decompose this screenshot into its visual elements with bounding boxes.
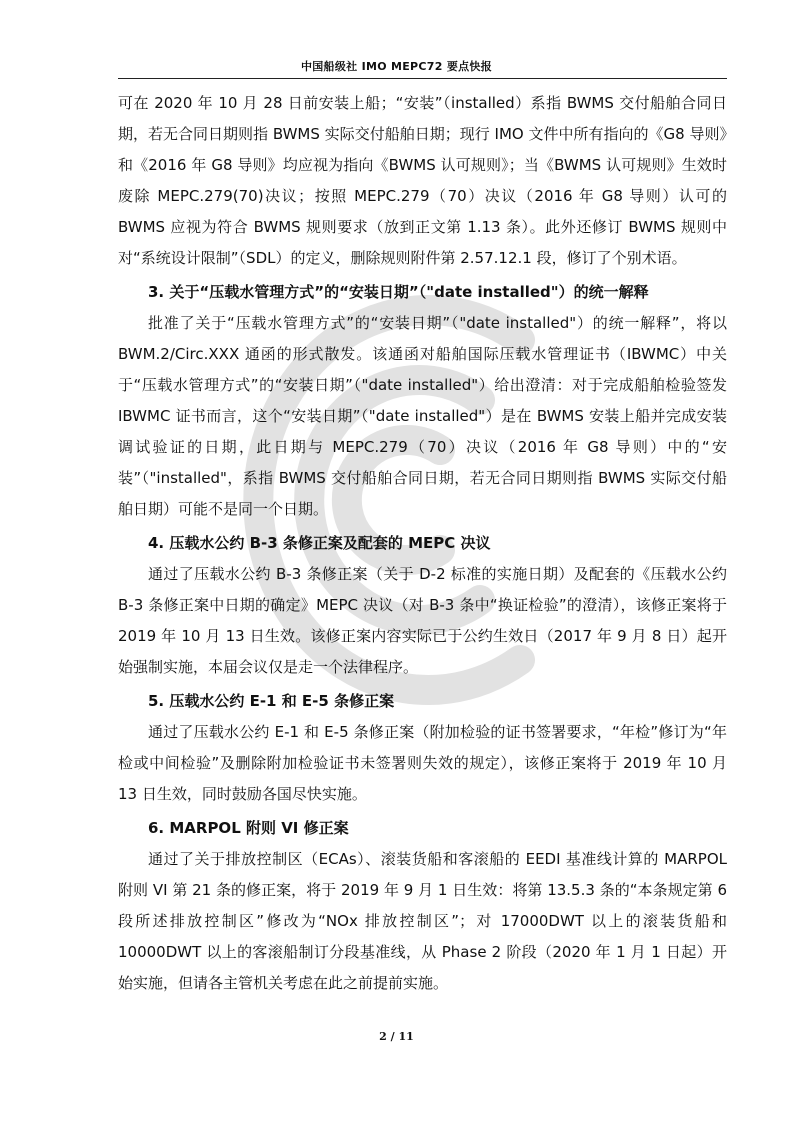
section-paragraph-6: 通过了关于排放控制区（ECAs）、滚装货船和客滚船的 EEDI 基准线计算的 MARPOL 附则 VI 第 21 条的修正案，将于 2019 年 9 月 1 日生效：将第 13.5.3 条的“本条规定第 6 段所述排放控制区”修改为“NOx 排放控制区”；对 17000DWT 以上的滚装货船和 10000DWT 以上的客滚船制订分段基准线，从 Phase 2 阶段（2020 年 1 月 1 日起）开始实施，但请各主管机关考虑在此之前提前实施。: [118, 850, 727, 992]
page-number: 2 / 11: [379, 1030, 414, 1043]
section-paragraph-3: 批准了关于“压载水管理方式”的“安装日期”（"date installed"）的统一解释”，将以 BWM.2/Circ.XXX 通函的形式散发。该通函对船舶国际压载水管理证书（IBWMC）中关于“压载水管理方式”的“安装日期”（"date installed"）给出澄清：对于完成船舶检验签发 IBWMC 证书而言，这个“安装日期”（"date installed"）是在 BWMS 安装上船并完成安装调试验证的日期，此日期与 MEPC.279（70）决议（2016 年 G8 导则）中的“安装”（"installed"，系指 BWMS 交付船舶合同日期，若无合同日期则指 BWMS 实际交付船舶日期）可能不是同一个日期。: [118, 314, 727, 518]
section-heading-4: 4. 压载水公约 B-3 条修正案及配套的 MEPC 决议: [148, 534, 491, 552]
intro-paragraph: 可在 2020 年 10 月 28 日前安装上船；“安装”（installed）系指 BWMS 交付船舶合同日期，若无合同日期则指 BWMS 实际交付船舶日期；现行 IMO 文件中所有指向的《G8 导则》和《2016 年 G8 导则》均应视为指向《BWMS 认可规则》；当《BWMS 认可规则》生效时废除 MEPC.279(70)决议；按照 MEPC.279（70）决议（2016 年 G8 导则）认可的 BWMS 应视为符合 BWMS 规则要求（放到正文第 1.13 条）。此外还修订 BWMS 规则中对“系统设计限制”（SDL）的定义，删除规则附件第 2.57.12.1 段，修订了个别术语。: [118, 94, 727, 267]
section-paragraph-4: 通过了压载水公约 B-3 条修正案（关于 D-2 标准的实施日期）及配套的《压载水公约 B-3 条修正案中日期的确定》MEPC 决议（对 B-3 条中“换证检验”的澄清），该修正案将于 2019 年 10 月 13 日生效。该修正案内容实际已于公约生效日（2017 年 9 月 8 日）起开始强制实施，本届会议仅是走一个法律程序。: [118, 565, 727, 676]
section-heading-6: 6. MARPOL 附则 VI 修正案: [148, 819, 349, 837]
section-heading-5: 5. 压载水公约 E-1 和 E-5 条修正案: [148, 692, 395, 710]
section-paragraph-5: 通过了压载水公约 E-1 和 E-5 条修正案（附加检验的证书签署要求，“年检”修订为“年检或中间检验”及删除附加检验证书未签署则失效的规定），该修正案将于 2019 年 10 月 13 日生效，同时鼓励各国尽快实施。: [118, 723, 727, 803]
header-divider: [118, 78, 727, 79]
document-body: [118, 88, 727, 999]
section-heading-3: 3. 关于“压载水管理方式”的“安装日期”（"date installed"）的统一解释: [148, 283, 649, 301]
page-header: 中国船级社 IMO MEPC72 要点快报: [300, 60, 493, 73]
